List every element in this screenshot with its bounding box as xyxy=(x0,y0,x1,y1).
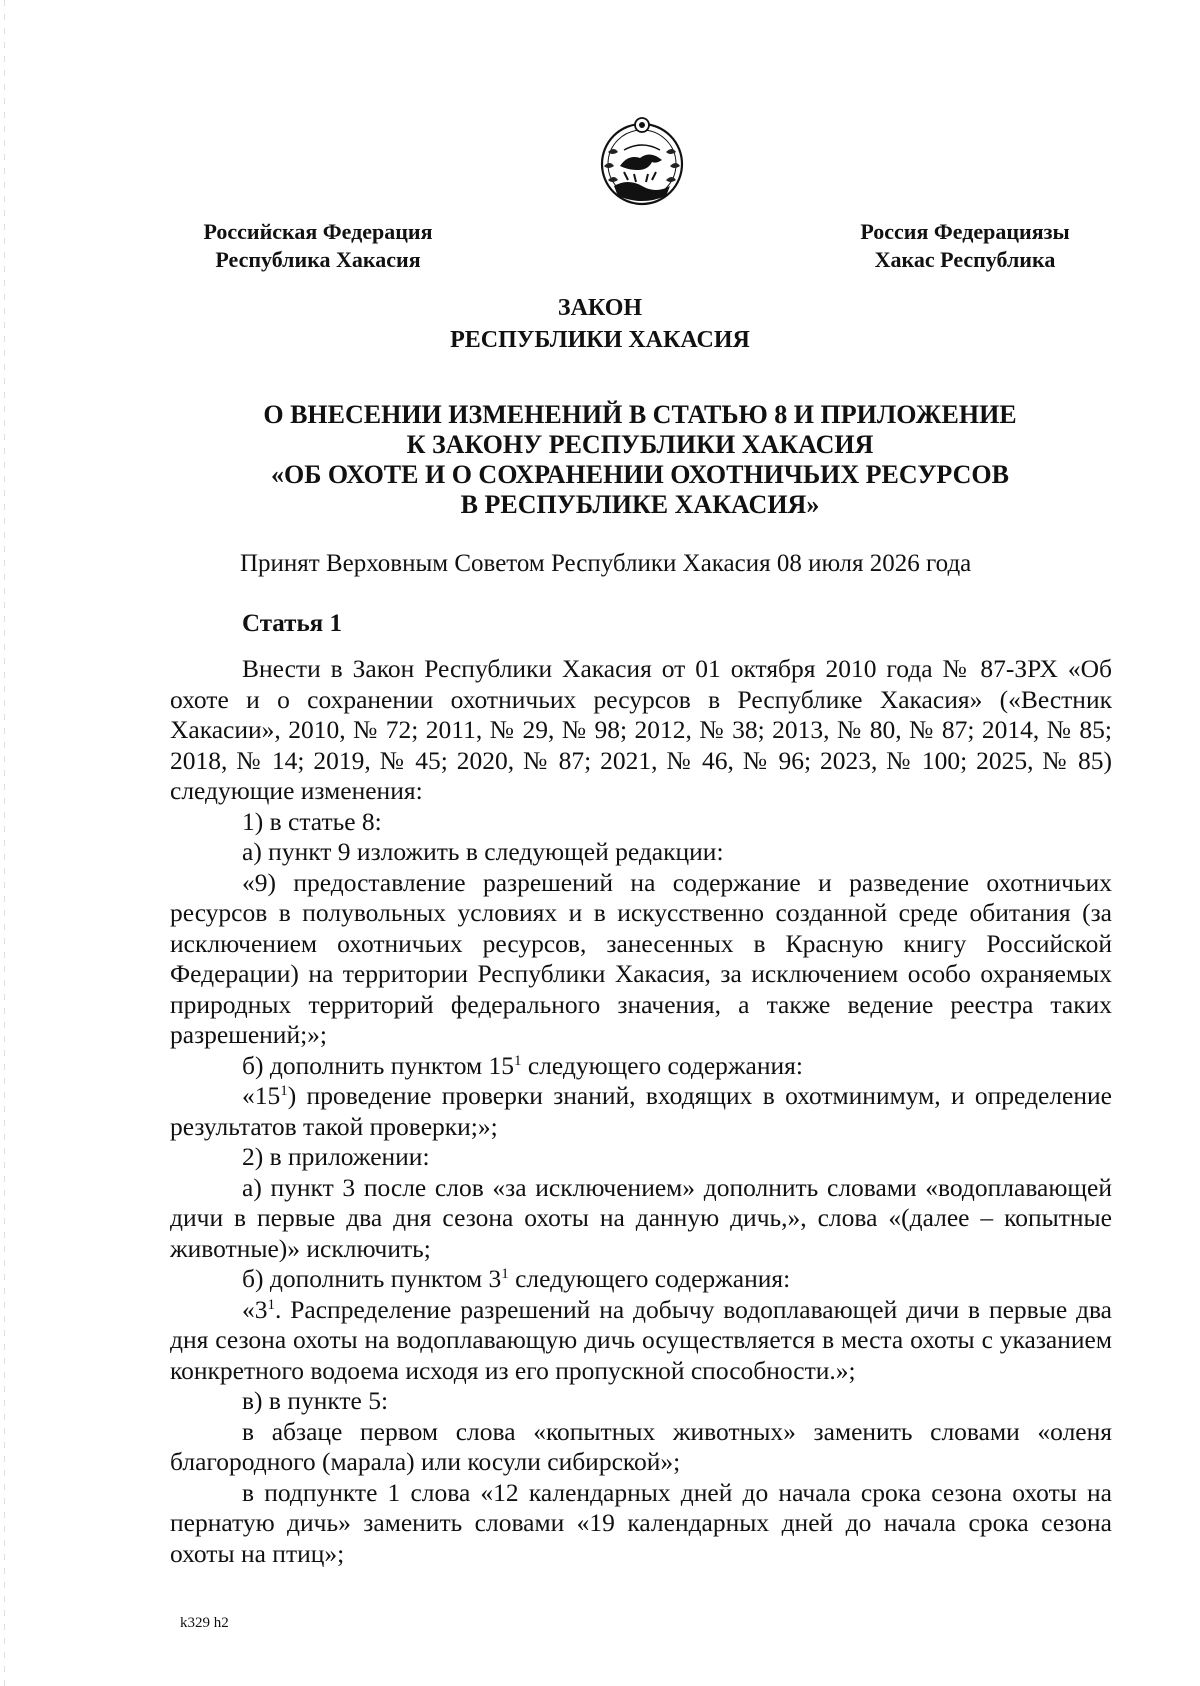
paragraph-item-15-1-end: ) проведение проверки знаний, входящих в охотминимум, и определение результатов такой проверки;»; xyxy=(170,1081,1112,1141)
paragraph-item-1b-text-end: следующего содержания: xyxy=(521,1050,803,1080)
scan-edge-artifact xyxy=(4,0,5,1686)
header-left-line1: Российская Федерация xyxy=(203,219,433,244)
header-right-line1: Россия Федерациязы xyxy=(860,219,1070,244)
adoption-statement: Принят Верховным Советом Республики Хакасия 08 июля 2026 года xyxy=(240,550,972,577)
header-right-block xyxy=(840,218,1090,274)
superscript: 1 xyxy=(280,1083,288,1099)
document-title-line4: В РЕСПУБЛИКЕ ХАКАСИЯ» xyxy=(460,490,820,519)
paragraph-abzac-1: в абзаце первом слова «копытных животных» заменить словами «оленя благородного (марала) или косули сибирской»; xyxy=(170,1416,1112,1476)
document-title-line3: «ОБ ОХОТЕ И О СОХРАНЕНИИ ОХОТНИЧЬИХ РЕСУРСОВ xyxy=(271,460,1009,489)
document-title-line1: О ВНЕСЕНИИ ИЗМЕНЕНИЙ В СТАТЬЮ 8 И ПРИЛОЖЕНИЕ xyxy=(263,400,1017,429)
paragraph-item-3-1-end: . Распределение разрешений на добычу водоплавающей дичи в первые два дня сезона охоты на водоплавающую дичь осуществляется в места охоты с указанием конкретного водоема исходя из его пропускной способности.»; xyxy=(170,1294,1112,1385)
paragraph-item-15-1-start: «15 xyxy=(242,1081,281,1110)
paragraph-item-2b-text: б) дополнить пунктом 3 xyxy=(242,1264,502,1293)
paragraph-item-2: 2) в приложении: xyxy=(242,1142,430,1171)
law-title-line2: РЕСПУБЛИКИ ХАКАСИЯ xyxy=(450,327,750,353)
paragraph-item-2b xyxy=(170,1264,1112,1295)
paragraph-intro: Внести в Закон Республики Хакасия от 01 октября 2010 года № 87-ЗРХ «Об охоте и о сохранении охотничьих ресурсов в Республике Хакасия» («Вестник Хакасии», 2010, № 72; 2011, № 29, № 98; 2012, № 38; 2013, № 80, № 87; 2014, № 85; 2018, № 14; 2019, № 45; 2020, № 87; 2021, № 46, № 96; 2023, № 100; 2025, № 85) следующие изменения: xyxy=(170,654,1112,805)
paragraph-item-2b-text-end: следующего содержания: xyxy=(508,1264,791,1293)
paragraph-item-2a: а) пункт 3 после слов «за исключением» дополнить словами «водоплавающей дичи в первые два дня сезона охоты на данную дичь,», слова «(далее – копытные животные)» исключить; xyxy=(170,1172,1112,1263)
superscript: 1 xyxy=(513,1052,522,1069)
superscript: 1 xyxy=(267,1296,275,1313)
paragraph-item-15-1-text xyxy=(170,1081,1112,1142)
paragraph-item-1: 1) в статье 8: xyxy=(242,806,382,836)
article-heading: Статья 1 xyxy=(242,610,342,637)
document-title xyxy=(200,400,1080,520)
header-left-block xyxy=(168,218,468,274)
paragraph-item-1b-text: б) дополнить пунктом 15 xyxy=(242,1050,514,1080)
paragraph-item-1a: а) пункт 9 изложить в следующей редакции: xyxy=(242,837,724,866)
coat-of-arms-emblem-icon xyxy=(594,112,690,212)
article-body xyxy=(170,654,1112,1569)
paragraph-item-3-1-start: «3 xyxy=(242,1294,268,1324)
paragraph-item-3-1-text xyxy=(170,1295,1112,1387)
header-right-line2: Хакас Республика xyxy=(874,247,1056,272)
paragraph-item-1b xyxy=(170,1051,1112,1082)
superscript: 1 xyxy=(501,1266,509,1282)
footer-document-code: k329 h2 xyxy=(180,1615,229,1631)
header-left-line2: Республика Хакасия xyxy=(215,247,421,272)
law-title xyxy=(0,292,1200,356)
paragraph-item-2c: в) в пункте 5: xyxy=(242,1386,389,1415)
document-title-line2: К ЗАКОНУ РЕСПУБЛИКИ ХАКАСИЯ xyxy=(406,430,874,459)
paragraph-item-9-text: «9) предоставление разрешений на содержание и разведение охотничьих ресурсов в полувольных условиях и в искусственно созданной среде обитания (за исключением охотничьих ресурсов, занесенных в Красную книгу Российской Федерации) на территории Республики Хакасия, за исключением особо охраняемых природных территорий федерального значения, а также ведение реестра таких разрешений;»; xyxy=(170,867,1112,1049)
law-title-line1: ЗАКОН xyxy=(557,295,643,321)
paragraph-subitem-1: в подпункте 1 слова «12 календарных дней до начала срока сезона охоты на пернатую дичь» заменить словами «19 календарных дней до начала срока сезона охоты на птиц»; xyxy=(170,1477,1112,1568)
